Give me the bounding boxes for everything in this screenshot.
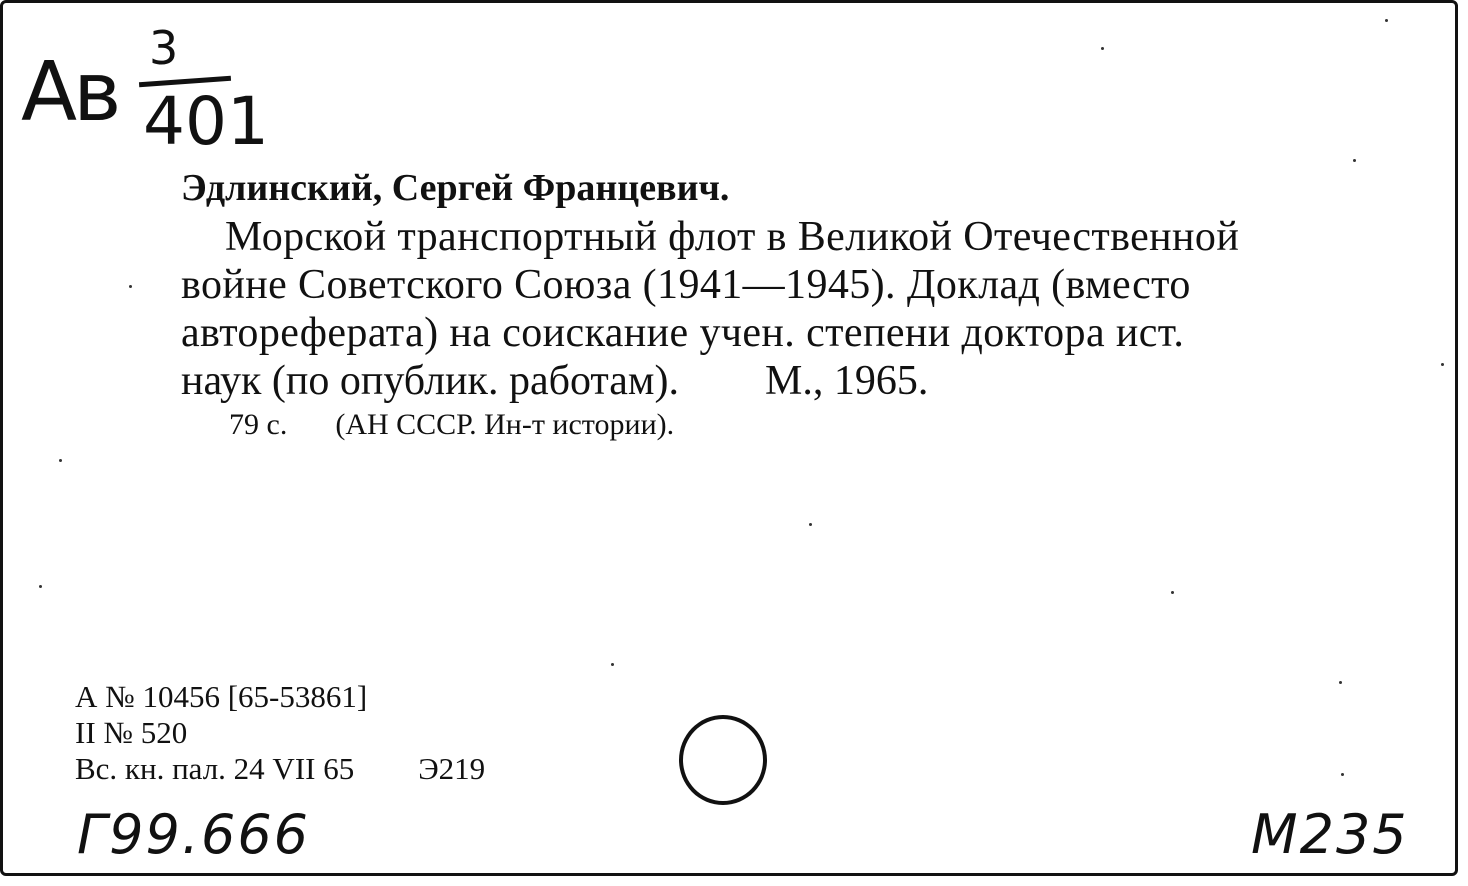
- print-speck: [1353, 159, 1356, 162]
- print-speck: [809, 523, 812, 526]
- registration-line-2: II № 520: [75, 715, 188, 750]
- bibliographic-entry: [181, 163, 1361, 445]
- print-speck: [39, 585, 42, 588]
- registration-line-1: А № 10456 [65-53861]: [75, 679, 368, 714]
- print-speck: [1385, 19, 1388, 22]
- registration-line-3: [75, 751, 485, 787]
- print-speck: [129, 285, 132, 288]
- print-speck: [611, 663, 614, 666]
- shelfmark-denominator: 401: [143, 83, 269, 160]
- series-note: (АН СССР. Ин-т истории).: [335, 408, 675, 441]
- print-speck: [59, 459, 62, 462]
- print-speck: [1171, 591, 1174, 594]
- order-code: Э219: [418, 751, 486, 786]
- title-line-4: [181, 357, 1361, 405]
- title-line-4-text: наук (по опублик. работам).: [181, 358, 679, 404]
- print-speck: [1339, 681, 1342, 684]
- punch-hole-circle: [679, 715, 767, 805]
- pages: 79 с.: [229, 408, 288, 441]
- chamber-date: Вс. кн. пал. 24 VII 65: [75, 751, 355, 786]
- shelfmark-prefix: Ав: [21, 45, 118, 140]
- registration-block: [75, 679, 485, 787]
- title-line-1: Морской транспортный флот в Великой Отечественной: [225, 214, 1240, 260]
- shelfmark-numerator: 3: [149, 21, 179, 75]
- title-line-3: автореферата) на соискание учен. степени доктора ист.: [181, 310, 1185, 356]
- author-heading: Эдлинский, Сергей Францевич.: [181, 167, 730, 209]
- shelfmark: [21, 21, 269, 171]
- handwritten-number-right: М235: [1251, 803, 1409, 866]
- collation-line: [181, 405, 1361, 445]
- print-speck: [1101, 47, 1104, 50]
- imprint: М., 1965.: [764, 358, 929, 404]
- print-speck: [1341, 773, 1344, 776]
- print-speck: [1441, 363, 1444, 366]
- title-line-2: войне Советского Союза (1941—1945). Доклад (вместо: [181, 262, 1191, 308]
- handwritten-number-left: Г99.666: [77, 803, 311, 866]
